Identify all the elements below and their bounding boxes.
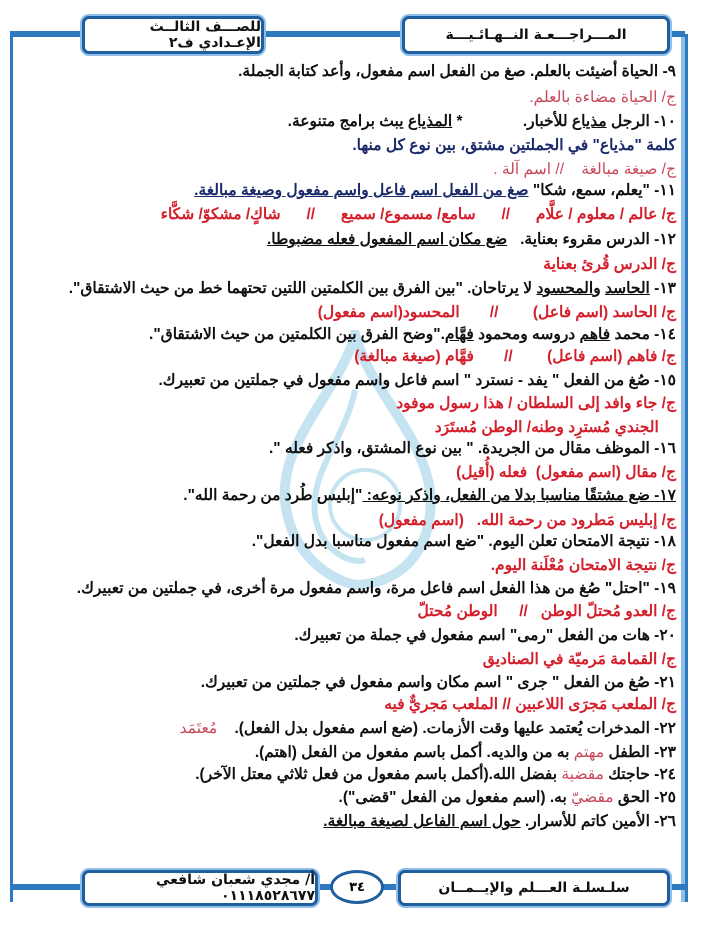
- text-segment: ج/ الحاسد (اسم فاعل) // المحسود(اسم مفعول): [317, 304, 676, 321]
- answer-line: [379, 511, 676, 531]
- underlined-text: مذياع: [571, 113, 607, 130]
- question-line: [339, 788, 676, 808]
- underlined-text: ١٧- ضع مشتقًا مناسبا بدلا من الفعل، واذكر نوعه:: [362, 487, 676, 504]
- text-segment: بفضل الله.(أكمل باسم مفعول من فعل ثلاثي معتل الآخر).: [195, 766, 562, 783]
- text-segment: كلمة "مذياع" في الجملتين مشتق، بين نوع كل منها.: [352, 137, 676, 154]
- text-segment: لا يرتاحان. "بين الفرق بين الكلمتين اللتين تحتهما خط من حيث الاشتقاق".: [68, 280, 537, 297]
- text-segment: مُعتَمَد: [179, 720, 218, 737]
- footer-series: سلـسلـة العـــلم والإيــمــان: [438, 880, 630, 896]
- answer-line: [417, 602, 676, 622]
- text-segment: ج/ صيغة مبالغة // اسم آلة .: [493, 161, 676, 178]
- question-line: [252, 532, 676, 552]
- text-segment: ج/ مقال (اسم مفعول) فعله (أُقيل): [456, 464, 676, 481]
- page-number: ٣٤: [349, 879, 365, 895]
- text-segment: ٢٢- المدخرات يُعتمد عليها وقت الأزمات. (ضع اسم مفعول بدل الفعل).: [217, 720, 676, 737]
- text-segment: ج/ الدرس قُرئ بعناية: [543, 256, 676, 273]
- text-segment: ١٣-: [649, 280, 676, 297]
- text-segment: ج/ الملعب مَجرَى اللاعبين // الملعب مَجريٌّ فيه: [384, 696, 676, 713]
- text-segment: ٢٠- هات من الفعل "رمى" اسم مفعول في جملة من تعبيرك.: [294, 627, 676, 644]
- text-segment: ١٨- نتيجة الامتحان تعلن اليوم. "ضع اسم مفعول مناسبا بدل الفعل".: [251, 533, 676, 550]
- text-segment: يبث برامج متنوعة.: [287, 113, 408, 130]
- question-line: [352, 136, 676, 156]
- text-segment: مهتم: [573, 744, 605, 761]
- underlined-text: المذياع: [407, 113, 453, 130]
- question-line: [183, 486, 676, 506]
- text-segment: ١٢- الدرس مقروء بعناية.: [507, 231, 676, 248]
- text-segment: ٢١- صُغ من الفعل " جرى " اسم مكان واسم مفعول في جملتين من تعبيرك.: [200, 674, 676, 691]
- answer-line: [384, 695, 676, 715]
- text-segment: به. (اسم مفعول من الفعل "قضى").: [338, 789, 572, 806]
- text-segment: ١٦- الموظف مقال من الجريدة. " بين نوع المشتق، واذكر فعله ".: [268, 440, 676, 457]
- header-title: المـــراجـــعـة النــهـائـيـــة: [445, 27, 627, 43]
- answer-line: [318, 303, 676, 323]
- answer-line: [354, 347, 676, 367]
- text-segment: ١٩- "احتل" صُغ من هذا الفعل اسم فاعل مرة، واسم مفعول مرة أخرى، في جملتين من تعبيرك.: [76, 580, 676, 597]
- question-line: [238, 62, 676, 82]
- answer-line: [543, 255, 676, 275]
- question-line: [194, 181, 676, 201]
- question-line: [255, 743, 676, 763]
- text-segment: ."وضح الفرق بين الكلمتين من حيث الاشتقاق".: [149, 326, 445, 343]
- footer-author-box: [82, 870, 318, 906]
- question-line: [323, 812, 676, 832]
- text-segment: ج/ جاء وافد إلى السلطان / هذا رسول موفود: [396, 395, 676, 412]
- text-segment: مقضية: [561, 766, 604, 783]
- answer-line: [483, 650, 676, 670]
- header-grade: للصـــف الثالــث الإعـدادي ف٢: [149, 19, 261, 51]
- underlined-text: ضع مكان اسم المفعول فعله مضبوطا.: [266, 231, 508, 248]
- text-segment: ج/ نتيجة الامتحان مُعْلَنة اليوم.: [490, 557, 676, 574]
- question-line: [69, 279, 676, 299]
- text-segment: الجندي مُسترِد وطنه/ الوطن مُستَرَد: [434, 419, 676, 436]
- text-segment: ج/ إبليس مَطرود من رحمة الله. (اسم مفعول): [378, 512, 676, 529]
- text-segment: ٢٣- الطفل: [604, 744, 676, 761]
- question-line: [269, 439, 676, 459]
- text-segment: ج/ العدو مُحتلّ الوطن // الوطن مُحتلّ: [417, 603, 676, 620]
- question-line: [267, 230, 676, 250]
- answer-line: [491, 556, 676, 576]
- answer-line: [529, 88, 676, 108]
- text-segment: للأخبار. *: [452, 113, 572, 130]
- page-number-badge: [330, 870, 384, 904]
- question-line: [294, 626, 676, 646]
- answer-line: [493, 160, 676, 180]
- question-line: [201, 673, 676, 693]
- question-line: [195, 765, 676, 785]
- underlined-text: فهَّام: [444, 326, 474, 343]
- footer-series-box: [398, 870, 670, 906]
- text-segment: و: [593, 280, 605, 297]
- text-segment: به من والديه. أكمل باسم مفعول من الفعل (اهتم).: [254, 744, 574, 761]
- text-segment: ٩- الحياة أضيئت بالعلم. صغ من الفعل اسم مفعول، وأعد كتابة الجملة.: [238, 63, 676, 80]
- underlined-text: صغ من الفعل اسم فاعل واسم مفعول وصيغة مبالغة.: [194, 182, 529, 199]
- text-segment: ج/ عالم / معلوم / علَّام // سامع/ مسموع/ سميع // شاكٍ/ مشكوّ/ شكَّاء: [160, 206, 676, 223]
- footer-author: أ/ مجدي شعبان شافعي ٠١١١٨٥٢٨٦٧٧: [155, 872, 315, 904]
- question-line: [180, 719, 676, 739]
- answer-line: [435, 418, 676, 438]
- question-line: [149, 325, 676, 345]
- answer-line: [456, 463, 676, 483]
- text-segment: ج/ فاهم (اسم فاعل) // فهَّام (صيغة مبالغة): [354, 348, 676, 365]
- text-segment: ١٥- صُغ من الفعل " يفد - نسترد " اسم فاعل واسم مفعول في جملتين من تعبيرك.: [158, 372, 676, 389]
- underlined-text: الحاسد: [604, 280, 650, 297]
- text-segment: دروسه ومحمود: [473, 326, 580, 343]
- text-segment: ج/ القمامة مَرميّة في الصناديق: [482, 651, 676, 668]
- text-segment: مقضيّ: [571, 789, 614, 806]
- question-line: [288, 112, 676, 132]
- underlined-text: المحسود: [536, 280, 594, 297]
- text-segment: "إبليس طُرد من رحمة الله".: [183, 487, 363, 504]
- answer-line: [396, 394, 676, 414]
- text-segment: ج/ الحياة مضاءة بالعلم.: [529, 89, 676, 106]
- underlined-text: فاهم: [579, 326, 611, 343]
- answer-line: [161, 205, 676, 225]
- question-line: [159, 371, 677, 391]
- header-grade-box: [82, 16, 264, 54]
- text-segment: ١٤- محمد: [610, 326, 676, 343]
- text-segment: ٢٥- الحق: [613, 789, 676, 806]
- underlined-text: حول اسم الفاعل لصيغة مبالغة.: [323, 813, 521, 830]
- text-segment: ٢٤- حاجتك: [603, 766, 676, 783]
- question-line: [77, 579, 676, 599]
- text-segment: ١٠- الرجل: [606, 113, 676, 130]
- text-segment: ١١- "يعلم، سمع، شكا": [528, 182, 676, 199]
- header-title-box: [402, 16, 670, 54]
- text-segment: ٢٦- الأمين كاتم للأسرار.: [520, 813, 676, 830]
